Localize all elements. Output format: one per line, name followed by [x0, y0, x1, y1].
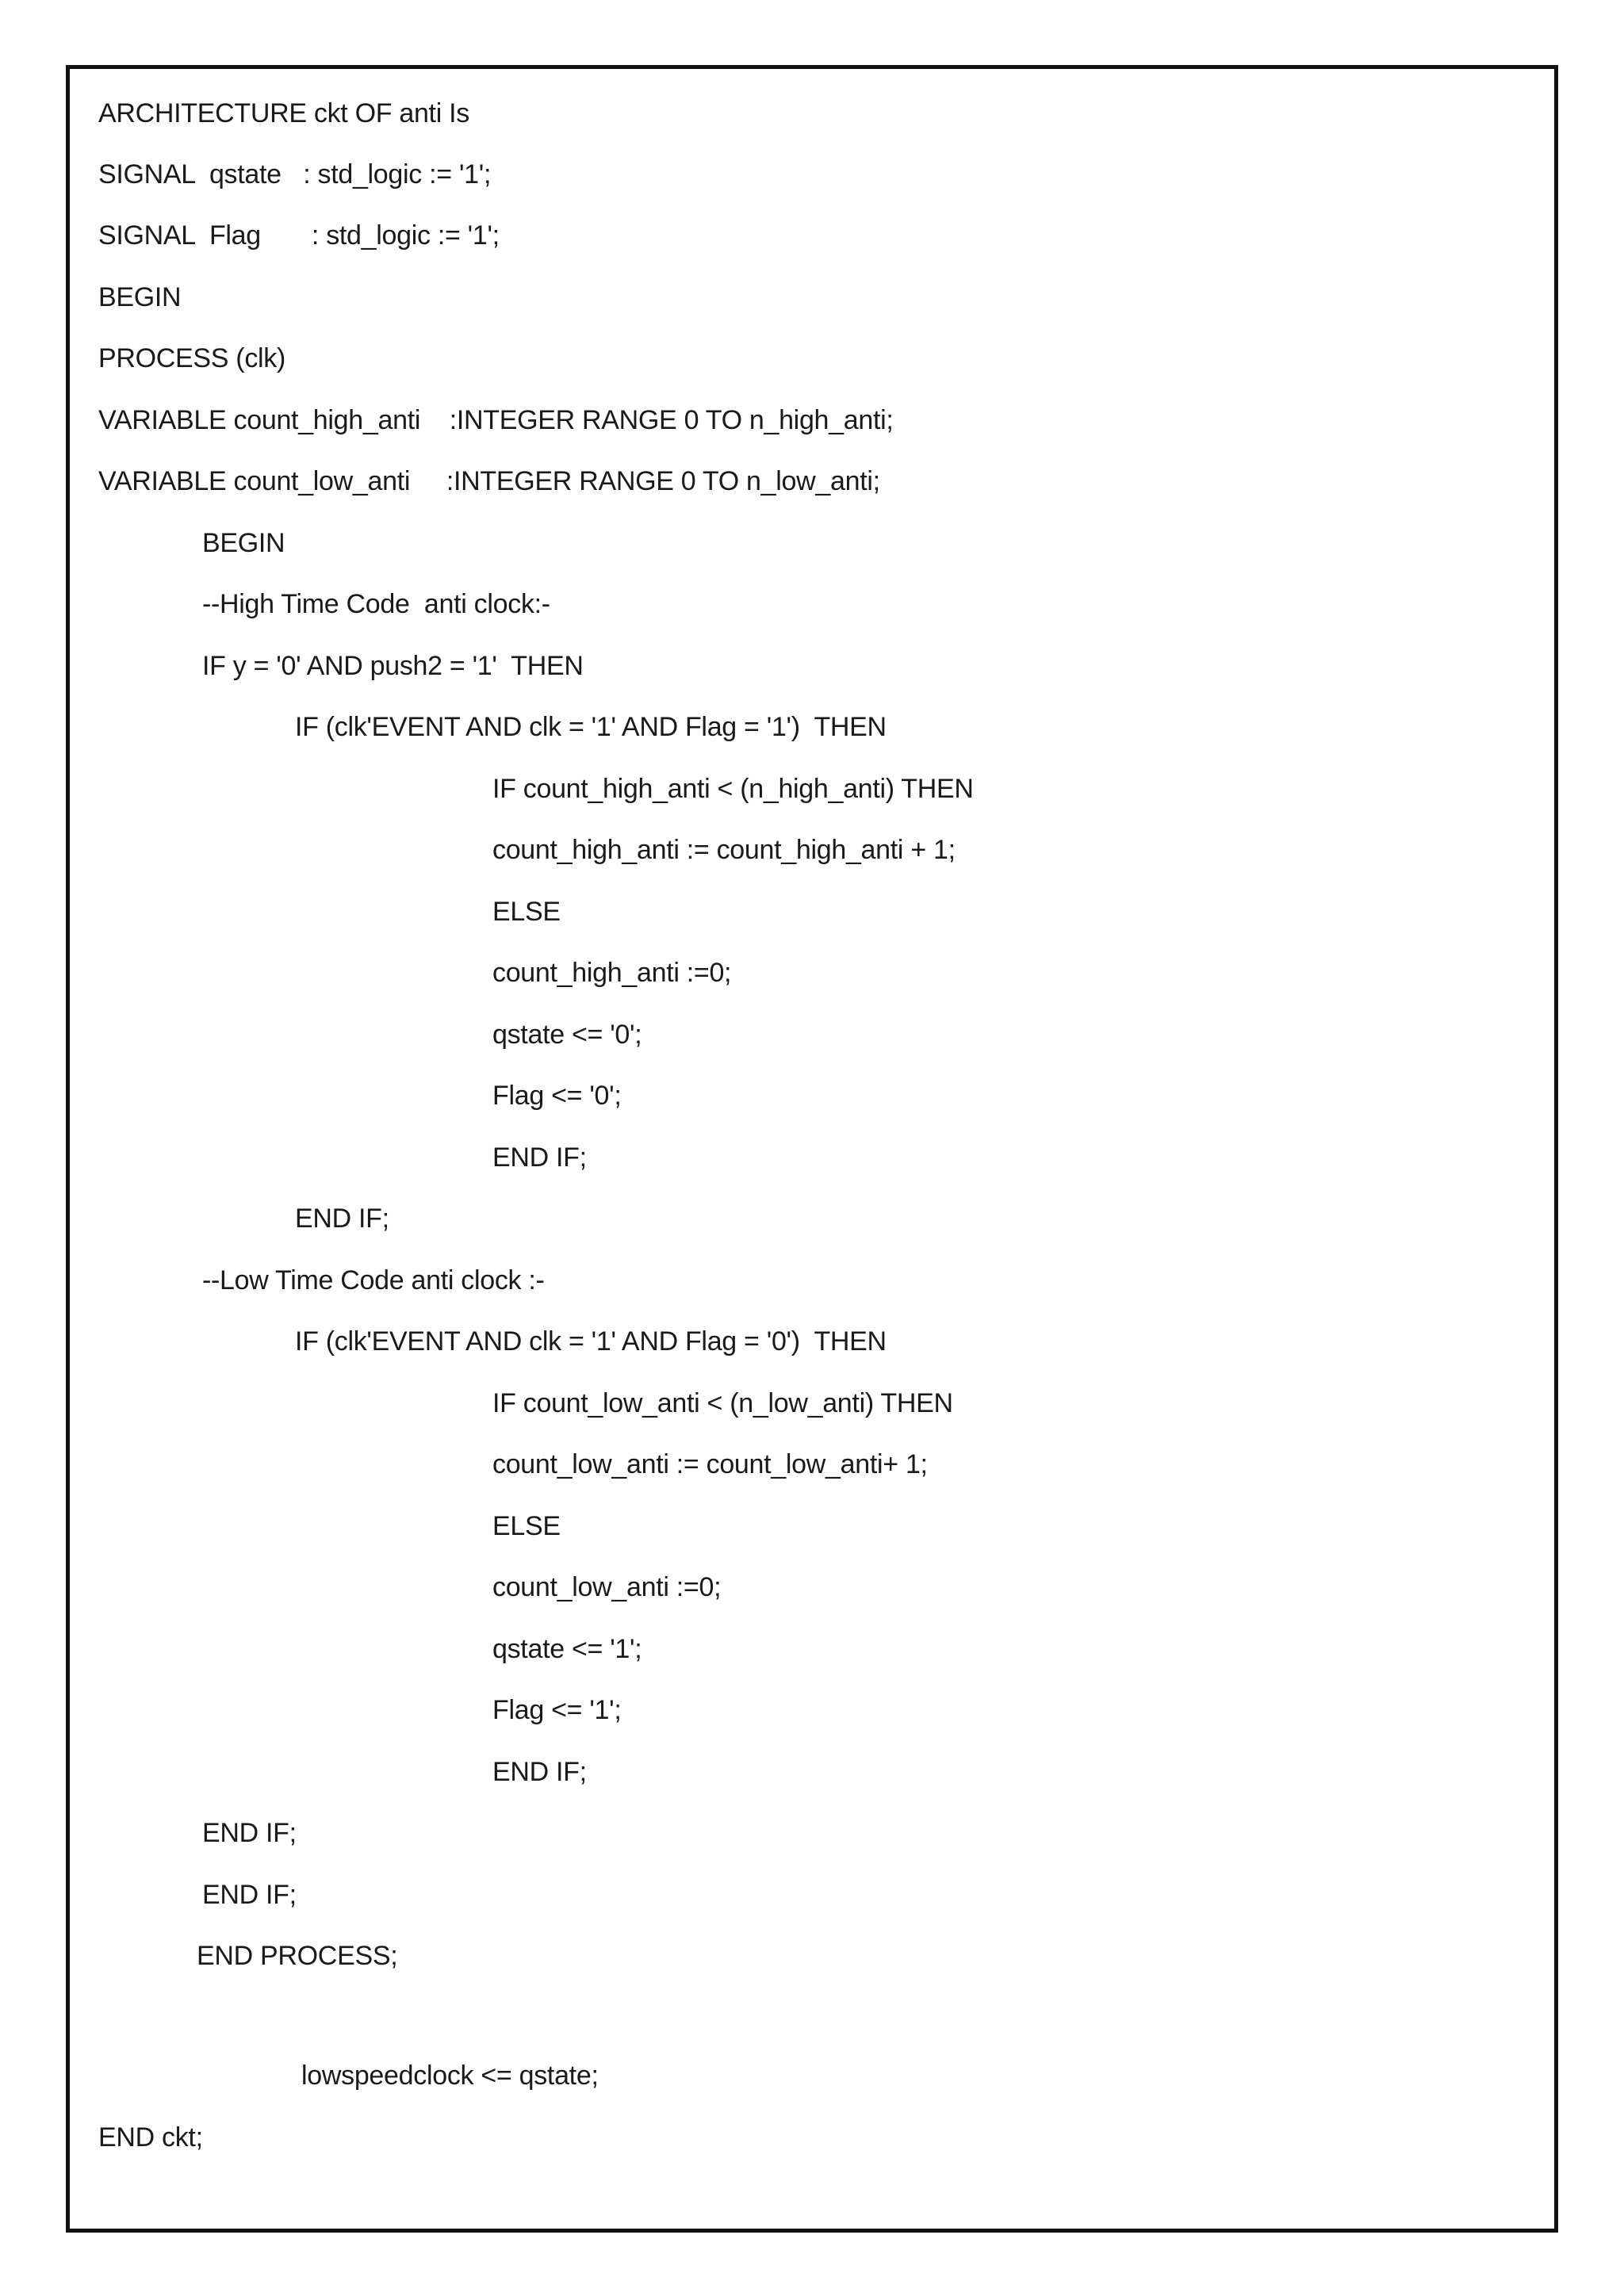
code-line: END IF;	[202, 1880, 297, 1910]
code-line: IF count_high_anti < (n_high_anti) THEN	[492, 774, 974, 804]
code-line: ELSE	[492, 897, 561, 927]
code-line: END IF;	[295, 1203, 389, 1234]
code-line: ELSE	[492, 1511, 561, 1541]
code-line: PROCESS (clk)	[98, 343, 286, 373]
code-line: --Low Time Code anti clock :-	[202, 1265, 545, 1295]
code-line: SIGNAL qstate : std_logic := '1';	[98, 159, 492, 189]
code-line: END PROCESS;	[197, 1941, 398, 1971]
code-line: count_high_anti := count_high_anti + 1;	[492, 835, 956, 865]
code-line: VARIABLE count_high_anti :INTEGER RANGE 0 TO n_high_anti;	[98, 405, 894, 435]
code-line: BEGIN	[98, 282, 182, 312]
code-line: BEGIN	[202, 528, 285, 558]
code-line: Flag <= '0';	[492, 1081, 622, 1111]
code-line: IF (clk'EVENT AND clk = '1' AND Flag = '0') THEN	[295, 1326, 887, 1357]
code-line: SIGNAL Flag : std_logic := '1';	[98, 220, 500, 251]
code-line: qstate <= '1';	[492, 1634, 642, 1664]
code-line: IF y = '0' AND push2 = '1' THEN	[202, 651, 584, 681]
code-line: lowspeedclock <= qstate;	[301, 2061, 599, 2091]
code-line: --High Time Code anti clock:-	[202, 589, 550, 619]
code-line: count_high_anti :=0;	[492, 958, 732, 988]
code-line: END IF;	[492, 1142, 587, 1173]
code-line: qstate <= '0';	[492, 1020, 642, 1050]
code-line: IF (clk'EVENT AND clk = '1' AND Flag = '1') THEN	[295, 712, 887, 742]
code-line: END ckt;	[98, 2122, 203, 2152]
code-line: ARCHITECTURE ckt OF anti Is	[98, 98, 469, 128]
code-line: count_low_anti := count_low_anti+ 1;	[492, 1449, 928, 1479]
code-line: IF count_low_anti < (n_low_anti) THEN	[492, 1388, 953, 1418]
code-line: VARIABLE count_low_anti :INTEGER RANGE 0 TO n_low_anti;	[98, 466, 880, 496]
code-line: count_low_anti :=0;	[492, 1572, 722, 1602]
code-line: Flag <= '1';	[492, 1695, 622, 1725]
code-line: END IF;	[202, 1818, 297, 1848]
code-line: END IF;	[492, 1757, 587, 1787]
